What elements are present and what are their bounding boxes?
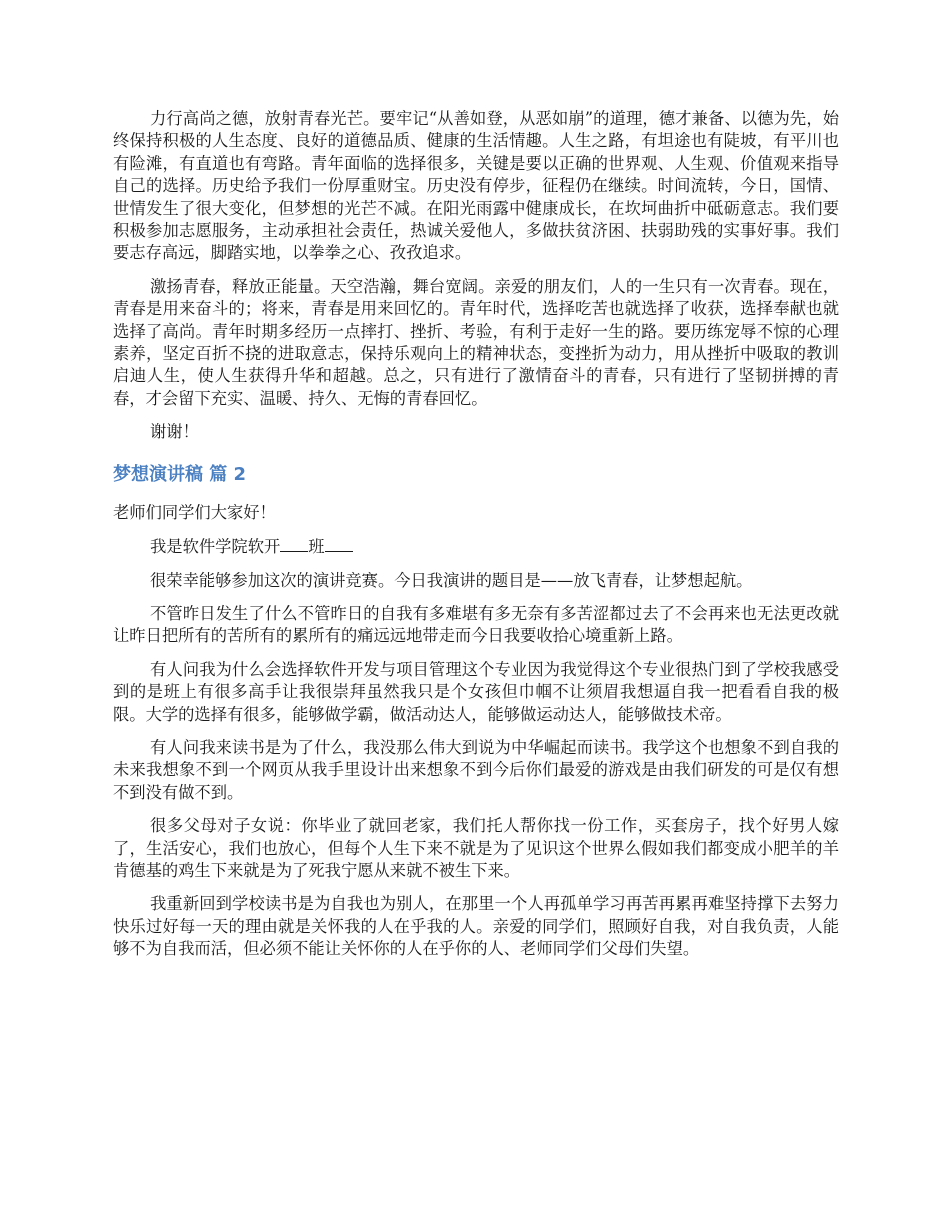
self-intro-line — [113, 535, 839, 558]
paragraph-return: 我重新回到学校读书是为自我也为别人，在那里一个人再孤单学习再苦再累再难坚持撑下去努力快乐过好每一天的理由就是关怀我的人在乎我的人。亲爱的同学们，照顾好自我，对自我负责，人能够不为自我而活，但必须不能让关怀你的人在乎你的人、老师同学们父母们失望。 — [113, 894, 839, 959]
paragraph-study: 有人问我来读书是为了什么，我没那么伟大到说为中华崛起而读书。我学这个也想象不到自我的未来我想象不到一个网页从我手里设计出来想象不到今后你们最爱的游戏是由我们研发的可是仅有想不到没有做不到。 — [113, 737, 839, 802]
paragraph-past: 不管昨日发生了什么不管昨日的自我有多难堪有多无奈有多苦涩都过去了不会再来也无法更改就让昨日把所有的苦所有的累所有的痛远远地带走而今日我要收拾心境重新上路。 — [113, 603, 839, 646]
blank-underline — [280, 535, 308, 552]
section-heading: 梦想演讲稿 篇 2 — [113, 463, 247, 485]
self-intro-class: 班 — [308, 537, 325, 557]
greeting-line: 老师们同学们大家好！ — [113, 502, 276, 522]
paragraph-parents: 很多父母对子女说：你毕业了就回老家，我们托人帮你找一份工作，买套房子，找个好男人嫁了，生活安心，我们也放心，但每个人生下来不就是为了见识这个世界么假如我们都变成小肥羊的羊肯德基的鸡生下来就是为了死我宁愿从来就不被生下来。 — [113, 816, 839, 880]
paragraph-virtue: 力行高尚之德，放射青春光芒。要牢记“从善如登，从恶如崩”的道理，德才兼备、以德为先，始终保持积极的人生态度、良好的道德品质、健康的生活情趣。人生之路，有坦途也有陡坡，有平川也有险滩，有直道也有弯路。青年面临的选择很多，关键是要以正确的世界观、人生观、价值观来指导自己的选择。历史给予我们一份厚重财宝。历史没有停步，征程仍在继续。时间流转，今日，国情、世情发生了很大变化，但梦想的光芒不减。在阳光雨露中健康成长，在坎坷曲折中砥砺意志。我们要积极参加志愿服务，主动承担社会责任，热诚关爱他人，多做扶贫济困、扶弱助残的实事好事。我们要志存高远，脚踏实地，以拳拳之心、孜孜追求。 — [113, 109, 839, 263]
blank-underline — [325, 535, 353, 552]
thanks-line: 谢谢！ — [150, 422, 199, 442]
paragraph-youth: 激扬青春，释放正能量。天空浩瀚，舞台宽阔。亲爱的朋友们，人的一生只有一次青春。现在，青春是用来奋斗的；将来，青春是用来回忆的。青年时代，选择吃苦也就选择了收获，选择奉献也就选择了高尚。青年时期多经历一点摔打、挫折、考验，有利于走好一生的路。要历练宠辱不惊的心理素养，坚定百折不挠的进取意志，保持乐观向上的精神状态，变挫折为动力，用从挫折中吸取的教训启迪人生，使人生获得升华和超越。总之，只有进行了激情奋斗的青春，只有进行了坚韧拼搏的青春，才会留下充实、温暖、持久、无悔的青春回忆。 — [113, 276, 839, 408]
paragraph-topic: 很荣幸能够参加这次的演讲竞赛。今日我演讲的题目是——放飞青春，让梦想起航。 — [150, 570, 753, 590]
document-page — [113, 108, 839, 961]
paragraph-major: 有人问我为什么会选择软件开发与项目管理这个专业因为我觉得这个专业很热门到了学校我感受到的是班上有很多高手让我很崇拜虽然我只是个女孩但巾帼不让须眉我想逼自我一把看看自我的极限。大学的选择有很多，能够做学霸，做活动达人，能够做运动达人，能够做技术帝。 — [113, 659, 839, 724]
self-intro-text: 我是软件学院软开 — [150, 537, 281, 557]
